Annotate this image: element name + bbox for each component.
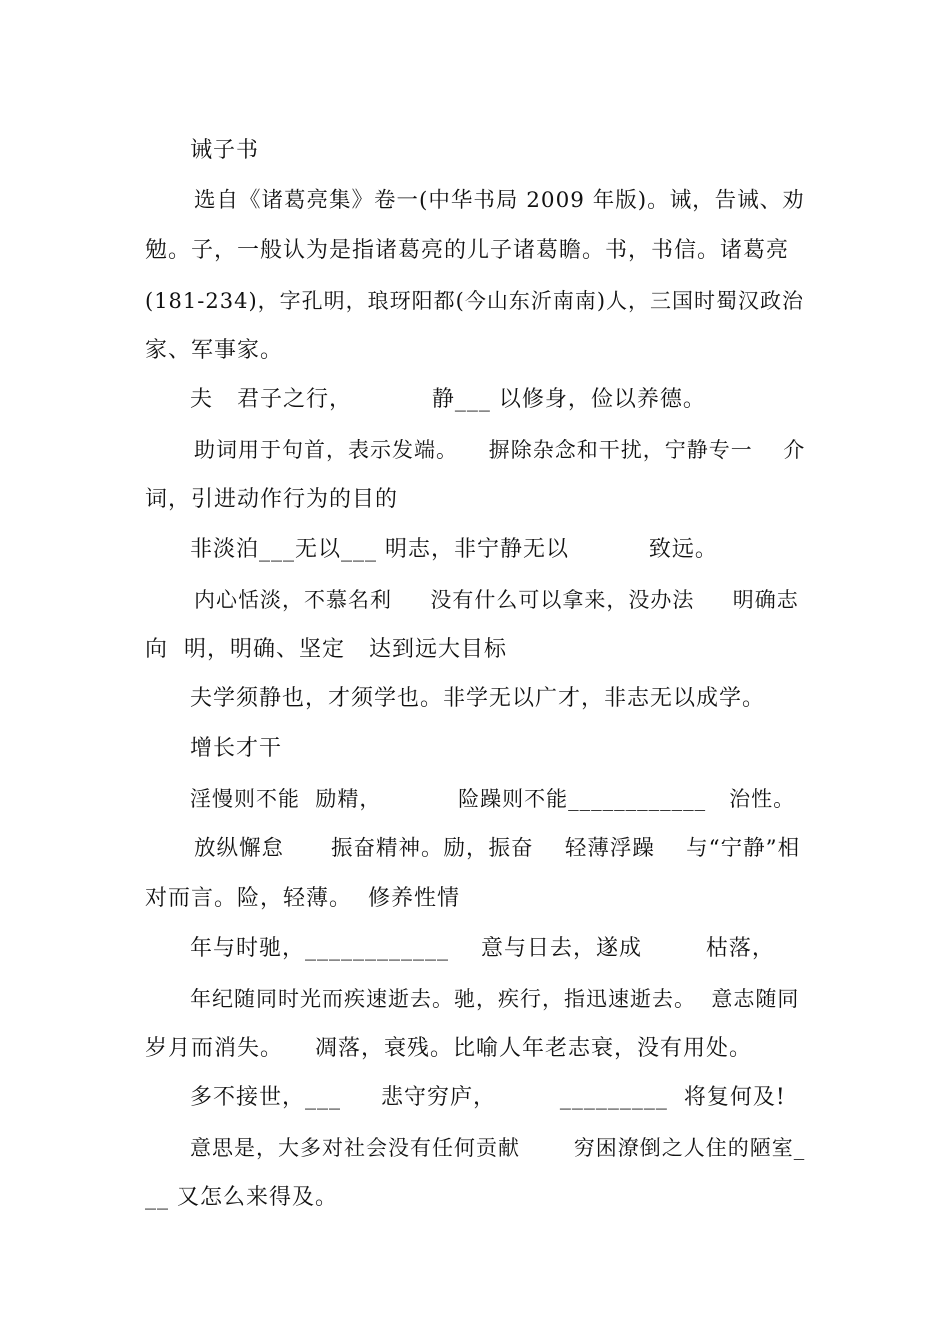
sentence-5-note-line-1: 年纪随同时光而疾速逝去。驰，疾行，指迅速逝去。 意志随同 [190, 987, 800, 1011]
sentence-4-note-line-1: 放纵懈怠 振奋精神。励，振奋 轻薄浮躁 与“宁静”相 [194, 836, 801, 861]
sentence-2-note-line-1: 内心恬淡，不慕名利 没有什么可以拿来，没办法 明确志 [194, 588, 799, 612]
sentence-1-note-line-2: 词，引进动作行为的目的 [145, 487, 399, 512]
sentence-4-note-line-2: 对而言。险，轻薄。 修养性情 [145, 886, 460, 911]
intro-line-2: 勉。子，一般认为是指诸葛亮的儿子诸葛瞻。书，书信。诸葛亮 [145, 238, 790, 263]
sentence-3: 夫学须静也，才须学也。非学无以广才，非志无以成学。 [190, 686, 766, 711]
sentence-5: 年与时驰，____________ 意与日去，遂成 枯落， [190, 936, 775, 961]
document-title: 诫子书 [190, 138, 260, 163]
sentence-1-note-line-1: 助词用于句首，表示发端。 摒除杂念和干扰，宁静专一 介 [194, 438, 806, 462]
sentence-1: 夫 君子之行， 静___ 以修身，俭以养德。 [190, 387, 706, 412]
sentence-5-note-line-2: 岁月而消失。 凋落，衰残。比喻人年老志衰，没有用处。 [145, 1036, 752, 1061]
sentence-2-note-line-2: 向 明，明确、坚定 达到远大目标 [145, 637, 507, 662]
intro-line-4: 家、军事家。 [145, 338, 284, 363]
sentence-6-note-line-1: 意思是，大多对社会没有任何贡献 穷困潦倒之人住的陋室_ [190, 1136, 806, 1160]
sentence-4: 淫慢则不能 励精， 险躁则不能____________ 治性。 [190, 787, 796, 811]
sentence-2: 非淡泊___无以___ 明志，非宁静无以 致远。 [190, 537, 718, 562]
sentence-3-note-line-1: 增长才干 [190, 736, 283, 761]
sentence-6: 多不接世，___ 悲守穷庐， _________ 将复何及! [190, 1085, 786, 1110]
intro-line-3: (181-234)，字孔明，琅玡阳都(今山东沂南南)人，三国时蜀汉政治 [145, 289, 805, 313]
sentence-6-note-line-2: __ 又怎么来得及。 [145, 1185, 338, 1210]
intro-line-1: 选自《诸葛亮集》卷一(中华书局 2009 年版)。诫，告诫、劝 [194, 188, 805, 213]
